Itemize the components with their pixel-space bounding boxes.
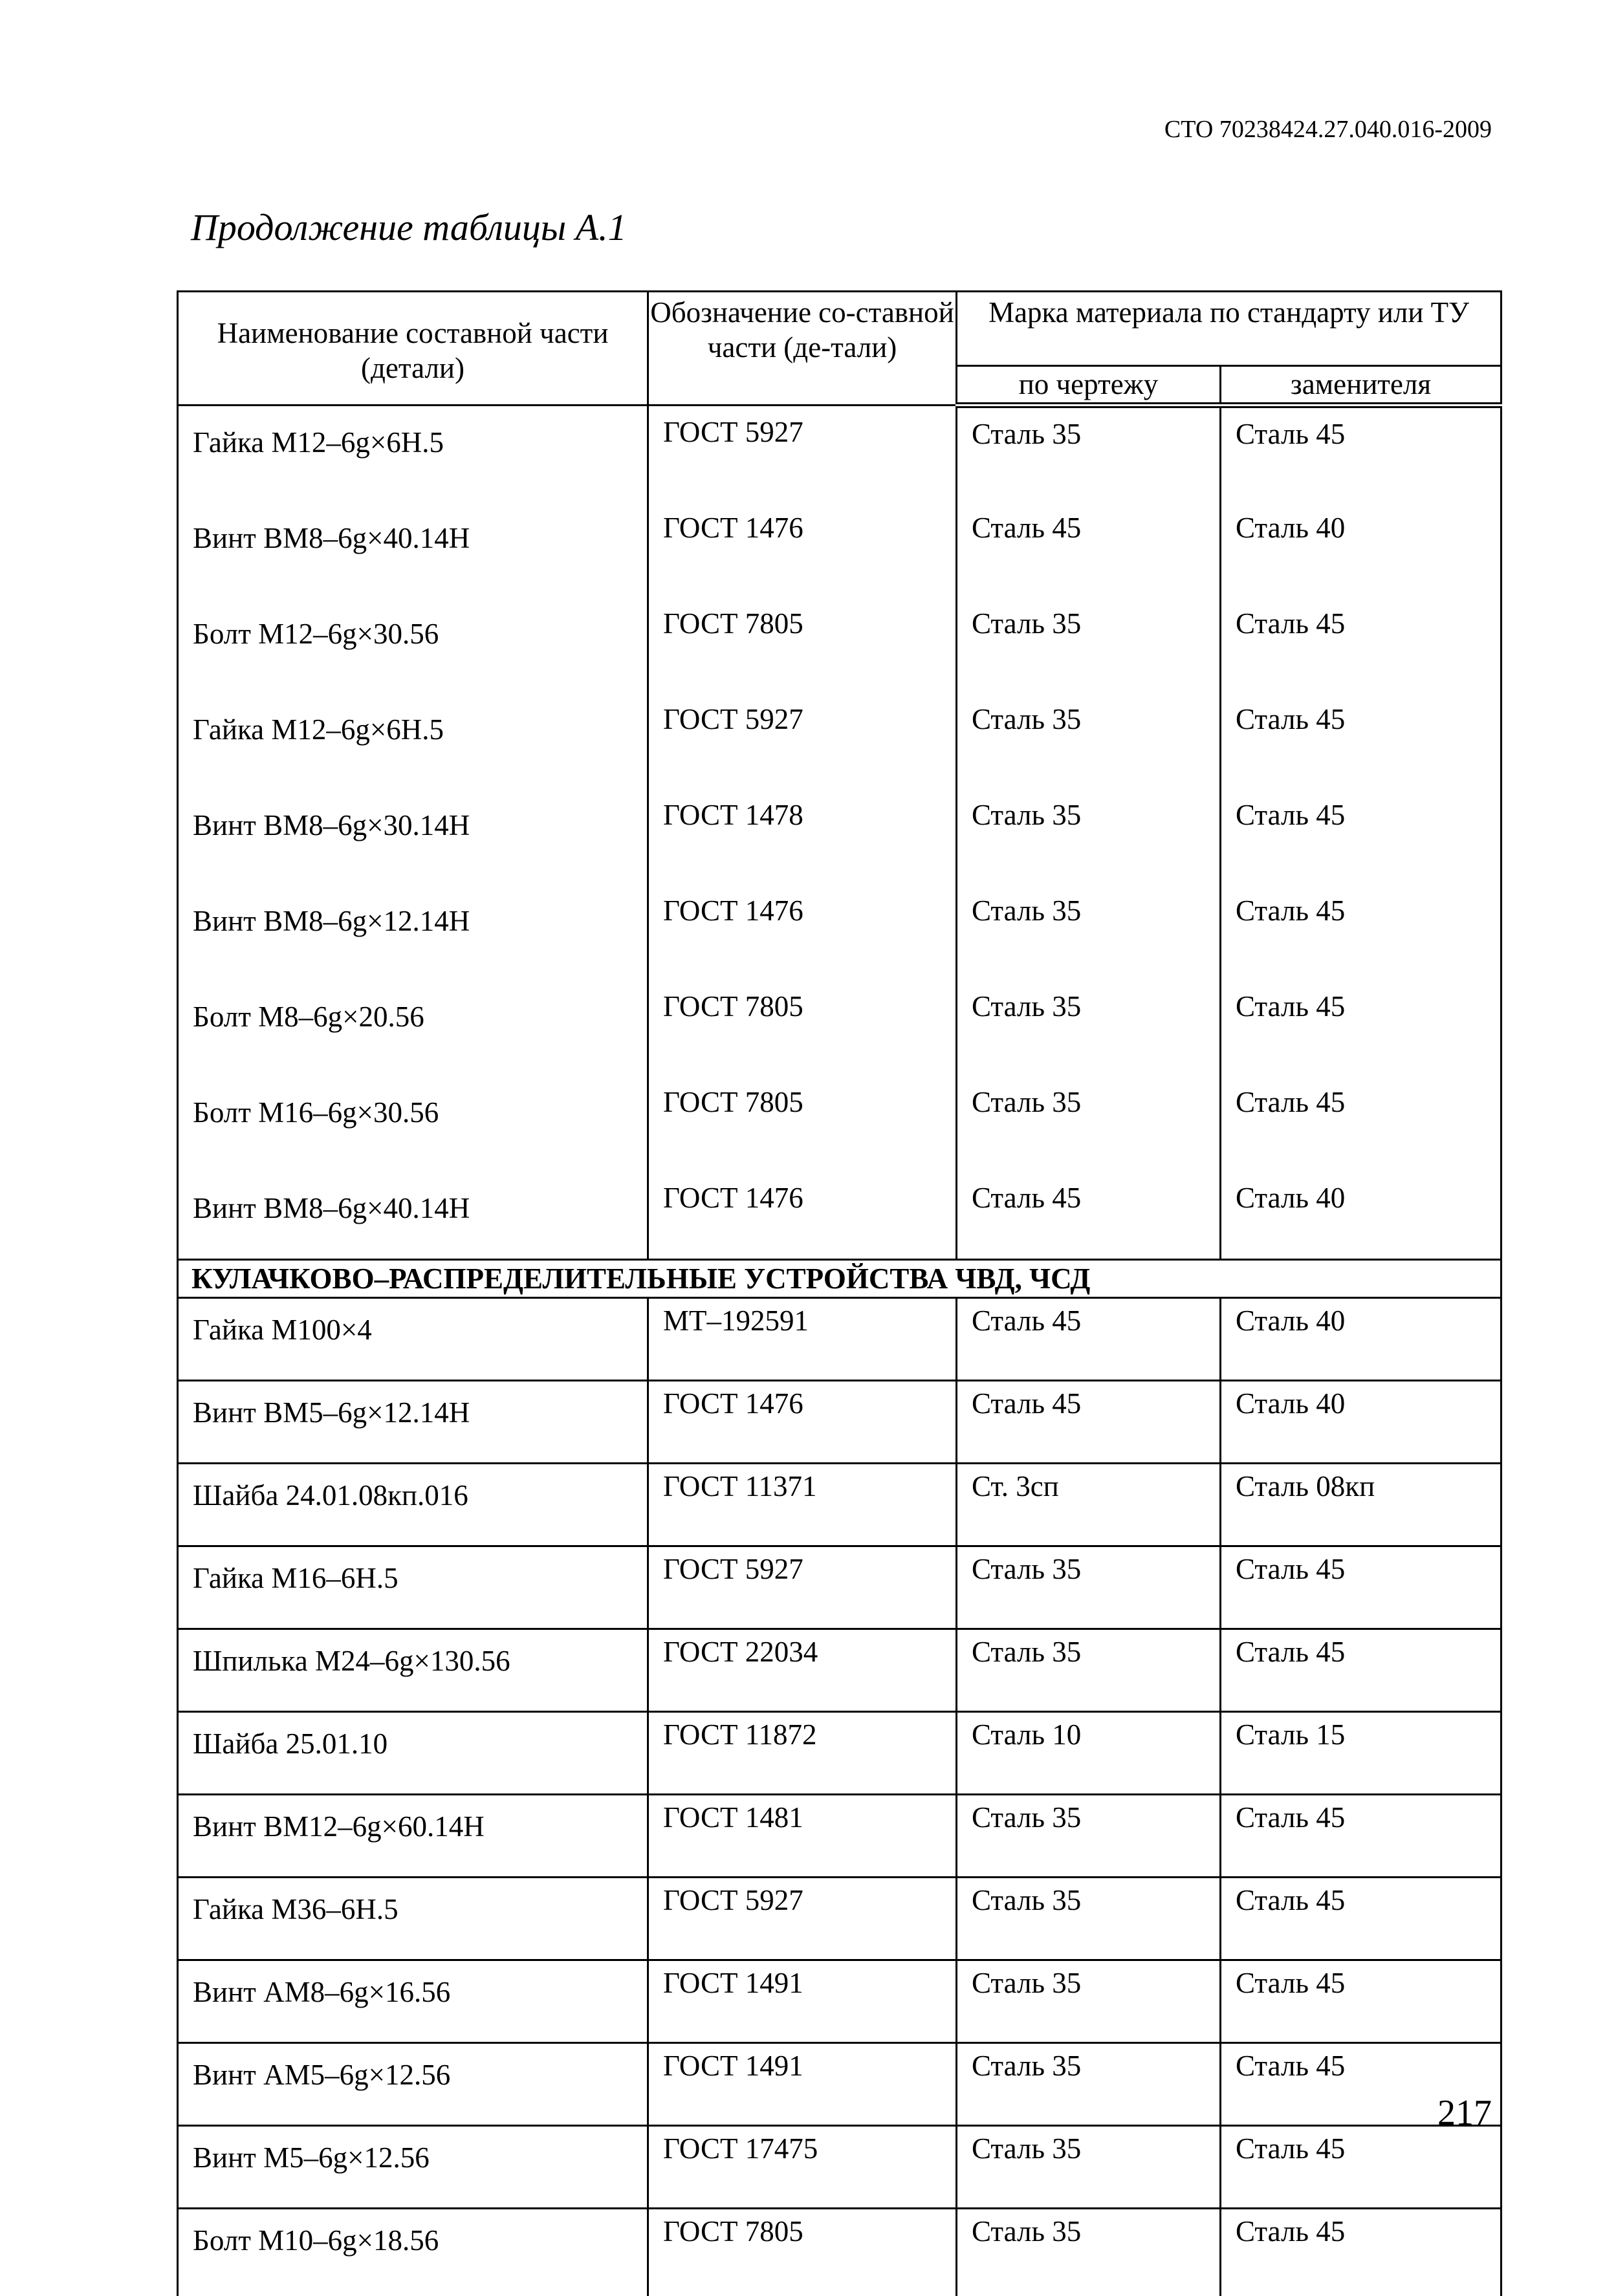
part-code-cell: ГОСТ 7805	[648, 1076, 957, 1172]
part-code-cell: ГОСТ 11371	[648, 1464, 957, 1546]
table-row	[178, 980, 1501, 1076]
table-row	[178, 1546, 1501, 1629]
part-code-cell: ГОСТ 1476	[648, 885, 957, 980]
part-code-cell: ГОСТ 1476	[648, 1172, 957, 1260]
part-name-cell: Гайка М16–6Н.5	[178, 1546, 648, 1629]
part-name-cell: Винт ВМ5–6g×12.14Н	[178, 1381, 648, 1464]
material-drawing-cell: Сталь 35	[957, 2209, 1221, 2296]
table-section	[178, 1260, 1501, 1298]
table-row	[178, 1076, 1501, 1172]
part-name-cell: Гайка М12–6g×6Н.5	[178, 406, 648, 503]
material-substitute-cell: Сталь 45	[1221, 693, 1501, 789]
document-code: СТО 70238424.27.040.016-2009	[1164, 115, 1492, 144]
material-substitute-cell: Сталь 45	[1221, 1960, 1501, 2043]
part-name-cell: Гайка М100×4	[178, 1298, 648, 1381]
table-row	[178, 406, 1501, 503]
material-substitute-cell: Сталь 45	[1221, 2209, 1501, 2296]
material-substitute-cell: Сталь 45	[1221, 2126, 1501, 2209]
table-row	[178, 2209, 1501, 2296]
material-substitute-cell: Сталь 08кп	[1221, 1464, 1501, 1546]
material-drawing-cell: Сталь 10	[957, 1712, 1221, 1795]
part-name-cell: Винт ВМ8–6g×30.14Н	[178, 789, 648, 885]
table-row	[178, 1464, 1501, 1546]
part-name-cell: Гайка М12–6g×6Н.5	[178, 693, 648, 789]
material-substitute-cell: Сталь 40	[1221, 502, 1501, 598]
material-substitute-cell: Сталь 40	[1221, 1381, 1501, 1464]
part-name-cell: Винт АМ8–6g×16.56	[178, 1960, 648, 2043]
part-code-cell: ГОСТ 5927	[648, 1546, 957, 1629]
material-substitute-cell: Сталь 45	[1221, 1546, 1501, 1629]
part-name-cell: Шпилька М24–6g×130.56	[178, 1629, 648, 1712]
material-substitute-cell: Сталь 45	[1221, 1795, 1501, 1878]
material-drawing-cell: Сталь 35	[957, 1795, 1221, 1878]
material-substitute-cell: Сталь 45	[1221, 406, 1501, 503]
part-name-cell: Шайба 25.01.10	[178, 1712, 648, 1795]
part-code-cell: ГОСТ 5927	[648, 693, 957, 789]
part-code-cell: ГОСТ 1476	[648, 502, 957, 598]
table-row	[178, 598, 1501, 693]
table-row	[178, 1960, 1501, 2043]
part-name-cell: Винт М5–6g×12.56	[178, 2126, 648, 2209]
table-row	[178, 1795, 1501, 1878]
material-drawing-cell: Сталь 35	[957, 885, 1221, 980]
table-row	[178, 885, 1501, 980]
material-drawing-cell: Сталь 35	[957, 1960, 1221, 2043]
part-code-cell: ГОСТ 7805	[648, 2209, 957, 2296]
material-substitute-cell: Сталь 40	[1221, 1298, 1501, 1381]
part-code-cell: ГОСТ 17475	[648, 2126, 957, 2209]
part-code-cell: ГОСТ 1491	[648, 1960, 957, 2043]
header-substitute: заменителя	[1221, 366, 1501, 406]
header-code: Обозначение со-ставной части (де-тали)	[648, 292, 957, 406]
part-name-cell: Болт М16–6g×30.56	[178, 1076, 648, 1172]
part-code-cell: ГОСТ 5927	[648, 1878, 957, 1960]
table-row	[178, 789, 1501, 885]
material-substitute-cell: Сталь 45	[1221, 1076, 1501, 1172]
part-name-cell: Винт ВМ8–6g×40.14Н	[178, 1172, 648, 1260]
part-code-cell: ГОСТ 22034	[648, 1629, 957, 1712]
table-row	[178, 1381, 1501, 1464]
material-substitute-cell: Сталь 45	[1221, 980, 1501, 1076]
header-material-mark: Марка материала по стандарту или ТУ	[957, 292, 1501, 366]
part-code-cell: ГОСТ 1478	[648, 789, 957, 885]
material-substitute-cell: Сталь 45	[1221, 598, 1501, 693]
part-name-cell: Шайба 24.01.08кп.016	[178, 1464, 648, 1546]
material-substitute-cell: Сталь 15	[1221, 1712, 1501, 1795]
part-code-cell: ГОСТ 1491	[648, 2043, 957, 2126]
part-name-cell: Болт М8–6g×20.56	[178, 980, 648, 1076]
part-name-cell: Болт М12–6g×30.56	[178, 598, 648, 693]
table-row	[178, 502, 1501, 598]
part-code-cell: ГОСТ 7805	[648, 980, 957, 1076]
table-row	[178, 693, 1501, 789]
material-drawing-cell: Сталь 45	[957, 1172, 1221, 1260]
material-drawing-cell: Сталь 45	[957, 1298, 1221, 1381]
material-substitute-cell: Сталь 45	[1221, 1629, 1501, 1712]
table-row	[178, 2126, 1501, 2209]
table-row	[178, 1298, 1501, 1381]
material-drawing-cell: Сталь 35	[957, 693, 1221, 789]
part-name-cell: Винт ВМ8–6g×40.14Н	[178, 502, 648, 598]
material-drawing-cell: Сталь 35	[957, 406, 1221, 503]
part-name-cell: Винт АМ5–6g×12.56	[178, 2043, 648, 2126]
material-drawing-cell: Ст. 3сп	[957, 1464, 1221, 1546]
material-drawing-cell: Сталь 35	[957, 980, 1221, 1076]
part-code-cell: ГОСТ 11872	[648, 1712, 957, 1795]
material-substitute-cell: Сталь 45	[1221, 2043, 1501, 2126]
table-caption: Продолжение таблицы А.1	[191, 206, 627, 249]
material-drawing-cell: Сталь 35	[957, 2043, 1221, 2126]
material-drawing-cell: Сталь 35	[957, 1546, 1221, 1629]
parts-table	[177, 290, 1502, 2296]
table-row	[178, 2043, 1501, 2126]
table-body-bottom	[178, 1298, 1501, 2296]
material-substitute-cell: Сталь 45	[1221, 1878, 1501, 1960]
part-name-cell: Болт М10–6g×18.56	[178, 2209, 648, 2296]
material-substitute-cell: Сталь 45	[1221, 885, 1501, 980]
material-drawing-cell: Сталь 45	[957, 1381, 1221, 1464]
material-drawing-cell: Сталь 35	[957, 789, 1221, 885]
header-name: Наименование составной части (детали)	[178, 292, 648, 406]
material-substitute-cell: Сталь 40	[1221, 1172, 1501, 1260]
table-row	[178, 1878, 1501, 1960]
table-row	[178, 1629, 1501, 1712]
section-title: КУЛАЧКОВО–РАСПРЕДЕЛИТЕЛЬНЫЕ УСТРОЙСТВА ЧВД, ЧСД	[178, 1260, 1501, 1298]
material-drawing-cell: Сталь 45	[957, 502, 1221, 598]
part-name-cell: Винт ВМ8–6g×12.14Н	[178, 885, 648, 980]
part-code-cell: ГОСТ 5927	[648, 406, 957, 503]
material-drawing-cell: Сталь 35	[957, 1076, 1221, 1172]
table-header	[178, 292, 1501, 406]
material-drawing-cell: Сталь 35	[957, 598, 1221, 693]
page-number: 217	[1437, 2092, 1492, 2134]
material-substitute-cell: Сталь 45	[1221, 789, 1501, 885]
table-row	[178, 1712, 1501, 1795]
material-drawing-cell: Сталь 35	[957, 1878, 1221, 1960]
part-name-cell: Винт ВМ12–6g×60.14Н	[178, 1795, 648, 1878]
material-drawing-cell: Сталь 35	[957, 2126, 1221, 2209]
part-name-cell: Гайка М36–6Н.5	[178, 1878, 648, 1960]
part-code-cell: ГОСТ 7805	[648, 598, 957, 693]
material-drawing-cell: Сталь 35	[957, 1629, 1221, 1712]
part-code-cell: ГОСТ 1476	[648, 1381, 957, 1464]
part-code-cell: ГОСТ 1481	[648, 1795, 957, 1878]
table-body-top	[178, 406, 1501, 1260]
part-code-cell: МТ–192591	[648, 1298, 957, 1381]
header-by-drawing: по чертежу	[957, 366, 1221, 406]
table-row	[178, 1172, 1501, 1260]
